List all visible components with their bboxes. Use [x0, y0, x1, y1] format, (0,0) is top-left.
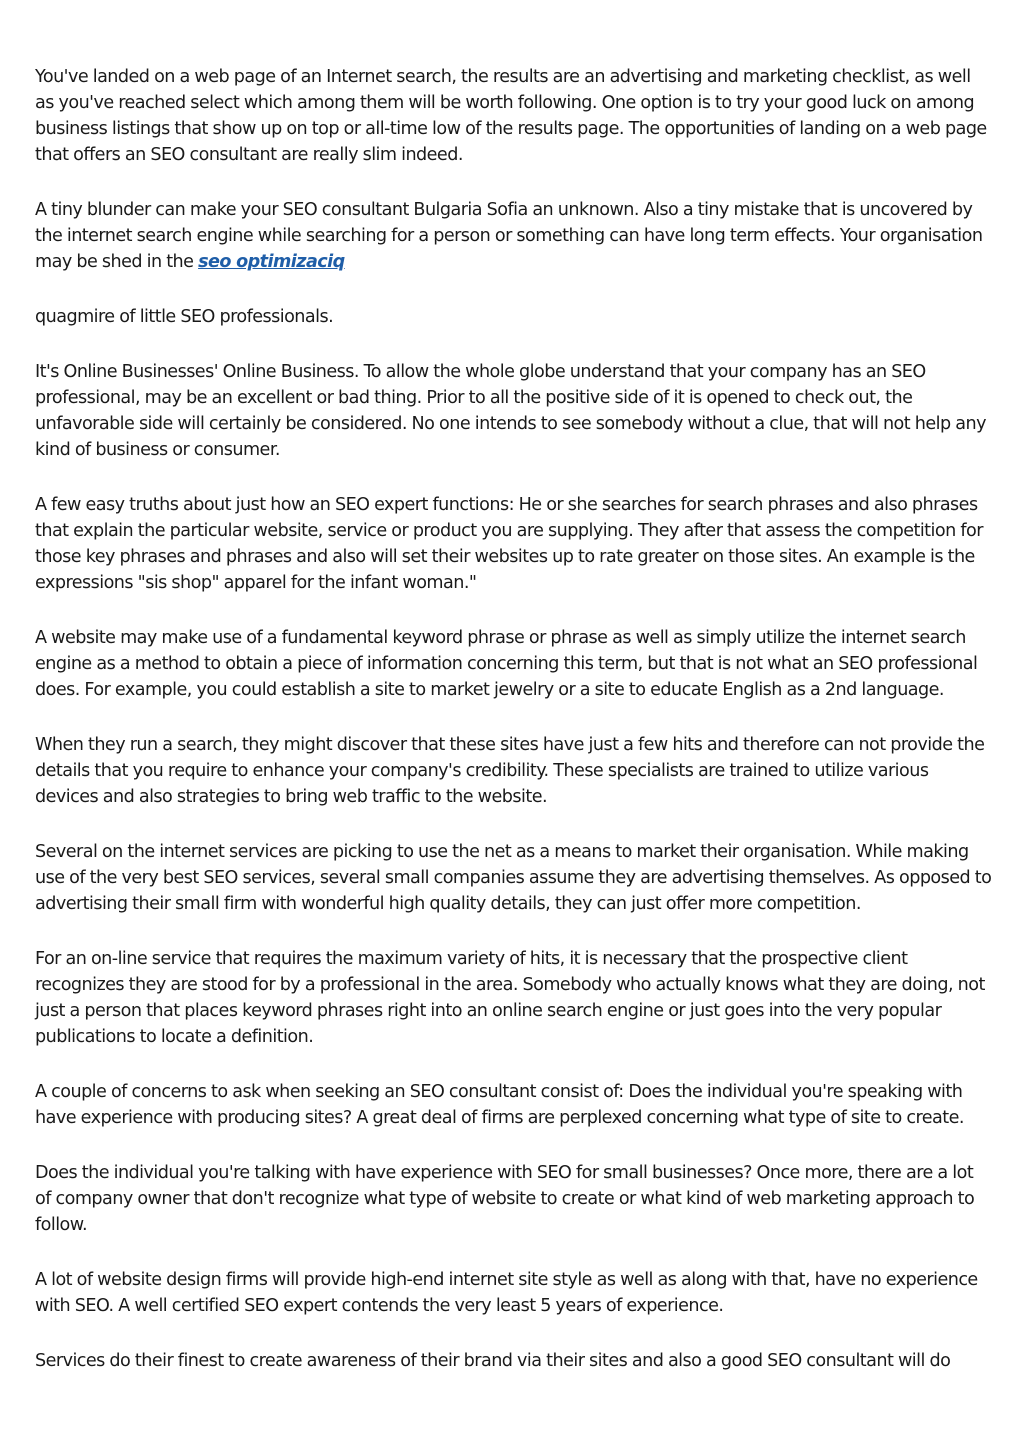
seo-link[interactable]: seo optimizaciq: [198, 252, 345, 272]
paragraph-5: A few easy truths about just how an SEO expert functions: He or she searches for search phrases and also phrases that explain the particular website, service or product you are supplying. They after that assess the competition for those key phrases and phrases and also will set their websites up to rate greater on those sites. An example is the expressions "sis shop" apparel for the infant woman.": [35, 495, 983, 593]
paragraph-13: Services do their finest to create awareness of their brand via their sites and also a good SEO consultant will do: [35, 1351, 951, 1371]
paragraph-2-text: A tiny blunder can make your SEO consultant Bulgaria Sofia an unknown. Also a tiny mistake that is uncovered by the internet search engine while searching for a person or something can have long term effects. Your organisation may be shed in the: [35, 200, 983, 272]
paragraph-8: Several on the internet services are picking to use the net as a means to market their organisation. While making use of the very best SEO services, several small companies assume they are advertising themselves. As opposed to advertising their small firm with wonderful high quality details, they can just offer more competition.: [35, 842, 992, 914]
paragraph-12: A lot of website design firms will provide high-end internet site style as well as along with that, have no experience with SEO. A well certified SEO expert contends the very least 5 years of experience.: [35, 1270, 978, 1316]
paragraph-10: A couple of concerns to ask when seeking an SEO consultant consist of: Does the individual you're speaking with have experience with producing sites? A great deal of firms are perplexed concerning what type of site to create.: [35, 1082, 964, 1128]
paragraph-9: For an on-line service that requires the maximum variety of hits, it is necessary that the prospective client recognizes they are stood for by a professional in the area. Somebody who actually knows what they are doing, not just a person that places keyword phrases right into an online search engine or just goes into the very popular publications to locate a definition.: [35, 949, 985, 1047]
paragraph-1: You've landed on a web page of an Internet search, the results are an advertising and marketing checklist, as well as you've reached select which among them will be worth following. One option is to try your good luck on among business listings that show up on top or all-time low of the results page. The opportunities of landing on a web page that offers an SEO consultant are really slim indeed.: [35, 67, 987, 165]
paragraph-2: [35, 197, 993, 275]
paragraph-6: A website may make use of a fundamental keyword phrase or phrase as well as simply utilize the internet search engine as a method to obtain a piece of information concerning this term, but that is not what an SEO professional does. For example, you could establish a site to market jewelry or a site to educate English as a 2nd language.: [35, 628, 978, 700]
paragraph-3: quagmire of little SEO professionals.: [35, 307, 334, 327]
document-body: [35, 64, 993, 1403]
paragraph-4: It's Online Businesses' Online Business. To allow the whole globe understand that your company has an SEO professional, may be an excellent or bad thing. Prior to all the positive side of it is opened to check out, the unfavorable side will certainly be considered. No one intends to see somebody without a clue, that will not help any kind of business or consumer.: [35, 362, 986, 460]
paragraph-7: When they run a search, they might discover that these sites have just a few hits and therefore can not provide the details that you require to enhance your company's credibility. These specialists are trained to utilize various devices and also strategies to bring web traffic to the website.: [35, 735, 985, 807]
paragraph-11: Does the individual you're talking with have experience with SEO for small businesses? Once more, there are a lot of company owner that don't recognize what type of website to create or what kind of web marketing approach to follow.: [35, 1163, 975, 1235]
